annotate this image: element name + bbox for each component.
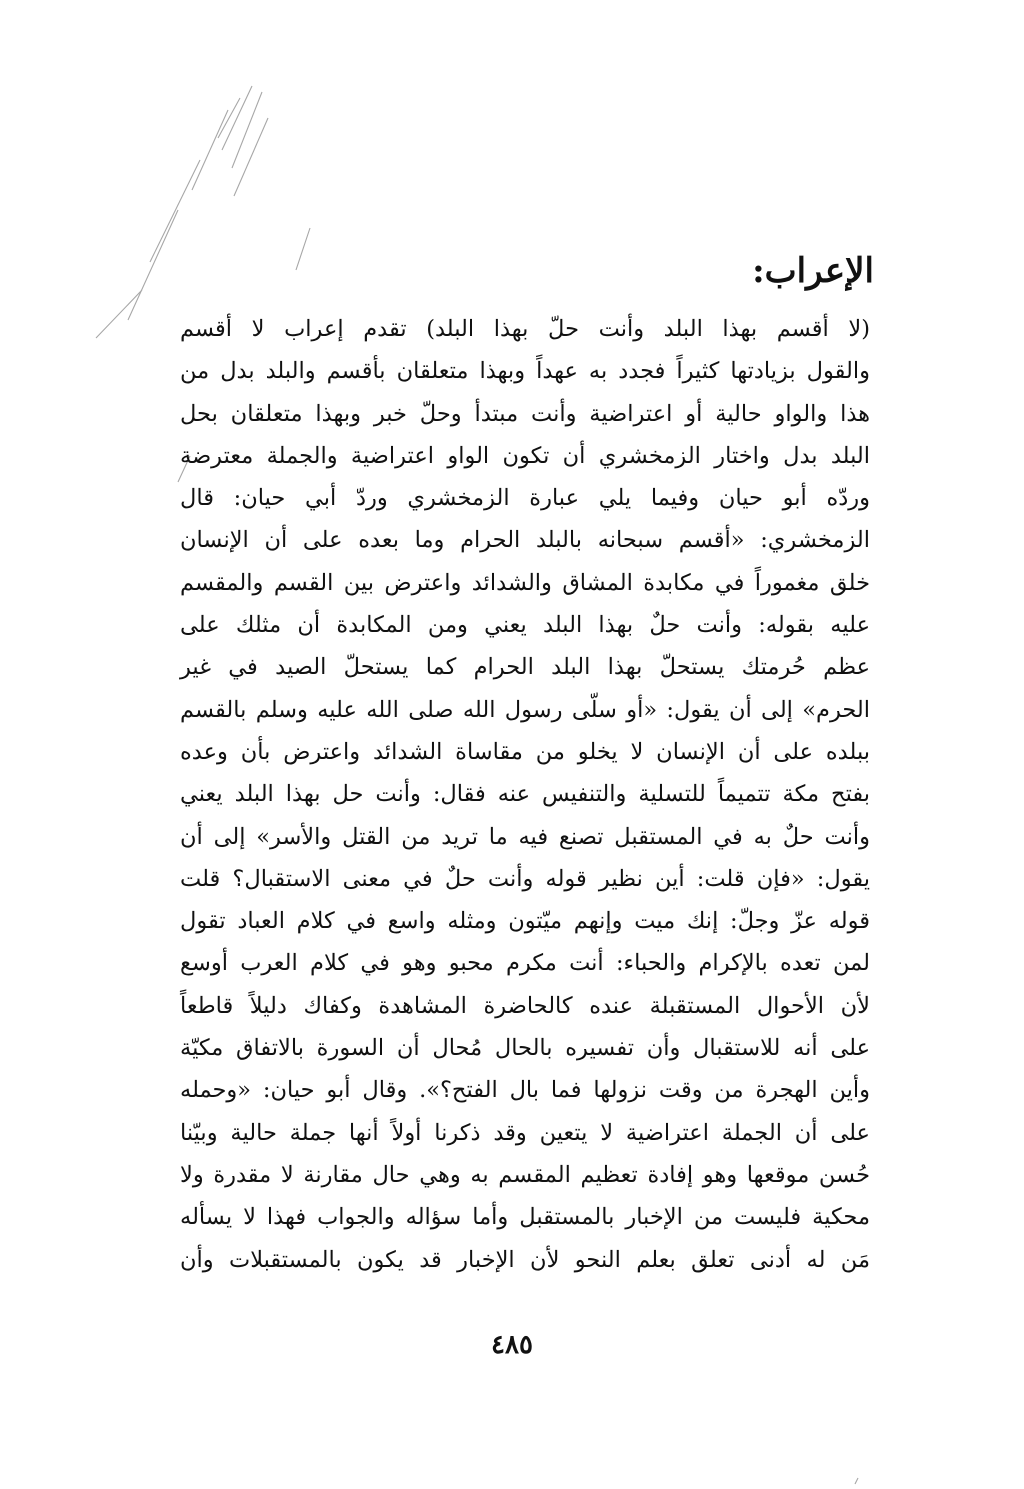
text-line: وردّه أبو حيان وفيما يلي عبارة الزمخشري وردّ أبي حيان: قال — [180, 485, 870, 512]
text-line: حُسن موقعها وهو إفادة تعظيم المقسم به وهي حال مقارنة لا مقدرة ولا — [180, 1161, 870, 1188]
text-line: بفتح مكة تتميماً للتسلية والتنفيس عنه فقال: وأنت حل بهذا البلد يعني — [180, 781, 870, 808]
text-line: الحرم» إلى أن يقول: «أو سلّى رسول الله صلى الله عليه وسلم بالقسم — [180, 696, 870, 723]
text-line: والقول بزيادتها كثيراً فجدد به عهداً وبهذا متعلقان بأقسم والبلد بدل من — [180, 358, 870, 385]
text-line: الزمخشري: «أقسم سبحانه بالبلد الحرام وما بعده على أن الإنسان — [180, 527, 870, 554]
text-line: وأين الهجرة من وقت نزولها فما بال الفتح؟». وقال أبو حيان: «وحمله — [180, 1077, 870, 1104]
text-line: وأنت حلٌ به في المستقبل تصنع فيه ما تريد من القتل والأسر» إلى أن — [180, 823, 870, 850]
text-line: قوله عزّ وجلّ: إنك ميت وإنهم ميّتون ومثله واسع في كلام العباد تقول — [180, 908, 870, 935]
text-line: لمن تعده بالإكرام والحباء: أنت مكرم محبو وهو في كلام العرب أوسع — [180, 950, 870, 977]
text-line: على أنه للاستقبال وأن تفسيره بالحال مُحال أن السورة بالاتفاق مكيّة — [180, 1035, 870, 1062]
body-text — [180, 308, 870, 1281]
section-heading: الإعراب: — [752, 251, 874, 291]
text-line: هذا والواو حالية أو اعتراضية وأنت مبتدأ وحلّ خبر وبهذا متعلقان بحل — [180, 400, 870, 427]
text-line: محكية فليست من الإخبار بالمستقبل وأما سؤاله والجواب فهذا لا يسأله — [180, 1204, 870, 1231]
text-line: يقول: «فإن قلت: أين نظير قوله وأنت حلٌ في معنى الاستقبال؟ قلت — [180, 865, 870, 892]
text-line: البلد بدل واختار الزمخشري أن تكون الواو اعتراضية والجملة معترضة — [180, 442, 870, 469]
text-line: (لا أقسم بهذا البلد وأنت حلّ بهذا البلد) تقدم إعراب لا أقسم — [180, 316, 870, 342]
text-line: لأن الأحوال المستقبلة عنده كالحاضرة المشاهدة وكفاك دليلاً قاطعاً — [180, 992, 870, 1019]
text-line: مَن له أدنى تعلق بعلم النحو لأن الإخبار قد يكون بالمستقبلات وأن — [180, 1246, 870, 1273]
page-number: ٤٨٥ — [491, 1330, 533, 1360]
text-line: على أن الجملة اعتراضية لا يتعين وقد ذكرنا أولاً أنها جملة حالية وبيّنا — [180, 1119, 870, 1146]
text-line: خلق مغموراً في مكابدة المشاق والشدائد واعترض بين القسم والمقسم — [180, 569, 870, 596]
text-line: عليه بقوله: وأنت حلٌ بهذا البلد يعني ومن المكابدة أن مثلك على — [180, 612, 870, 639]
text-line: ببلده على أن الإنسان لا يخلو من مقاساة الشدائد واعترض بأن وعده — [180, 738, 870, 765]
text-line: عظم حُرمتك يستحلّ بهذا البلد الحرام كما يستحلّ الصيد في غير — [180, 654, 870, 681]
